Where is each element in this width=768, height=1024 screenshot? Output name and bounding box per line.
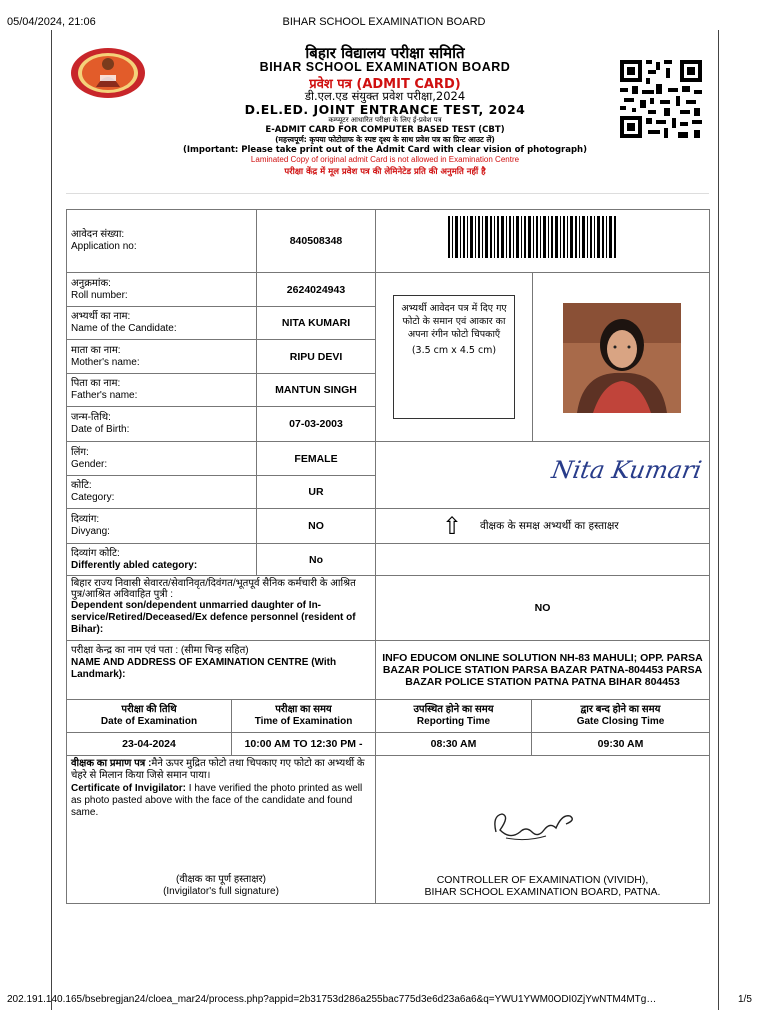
candidate-photo [563, 303, 681, 413]
invigilator-certificate-cell [66, 755, 376, 904]
name-label: Name of the Candidate: [71, 323, 177, 334]
exam-time-label-header: Time of Examination [254, 716, 353, 727]
certificate-hindi-body: मैने ऊपर मुद्रित फोटो तथा चिपकाए गए फोटो का अभ्यर्थी के चेहरे से मिलान किया जिसे समान पाया। [71, 758, 365, 781]
divyang-category-hindi-label: दिव्यांग कोटि: [71, 547, 120, 559]
mother-value: RIPU DEVI [256, 339, 376, 374]
gender-label-cell [66, 441, 257, 476]
gender-value: FEMALE [256, 441, 376, 476]
up-arrow-icon: ⇧ [442, 512, 463, 540]
dependent-label: Dependent son/dependent unmarried daughter of In-service/Retired/Deceased/Ex defence personnel (resident of Bihar): [71, 600, 356, 635]
paste-photo-hindi-text: अभ्यर्थी आवेदन पत्र में दिए गए फोटो के समान एवं आकार का अपना रंगीन फोटो चिपकाएँ [401, 303, 507, 340]
photo-cell [532, 272, 710, 442]
gate-closing-value: 09:30 AM [531, 732, 710, 756]
roll-label: Roll number: [71, 289, 128, 301]
controller-line-1: CONTROLLER OF EXAMINATION (VIVIDH), [436, 874, 649, 886]
invigilator-signature-hindi: (वीक्षक का पूर्ण हस्ताक्षर) [176, 874, 266, 885]
exam-time-hindi-header: परीक्षा का समय [275, 704, 332, 715]
divyang-value: NO [256, 508, 376, 544]
name-value: NITA KUMARI [256, 306, 376, 340]
controller-signature [486, 802, 586, 848]
application-hindi-label: आवेदन संख्या: [71, 229, 125, 240]
print-page-number: 1/5 [738, 994, 752, 1005]
divyang-label: Divyang: [71, 526, 110, 537]
certificate-title: Certificate of Invigilator: [71, 783, 187, 794]
hindi-laminated-note: परीक्षा केंद्र में मूल प्रवेश पत्र की लेमिनेटेड प्रति की अनुमति नहीं है [284, 167, 486, 177]
gate-closing-label-header: Gate Closing Time [576, 716, 665, 727]
centre-hindi-label: परीक्षा केन्द्र का नाम एवं पता : (सीमा चिन्ह सहित) [71, 645, 249, 656]
roll-label-cell [66, 272, 257, 307]
name-hindi-label: अभ्यर्थी का नाम: [71, 311, 131, 322]
reporting-time-header [375, 699, 532, 733]
paste-photo-box [393, 295, 515, 419]
paste-photo-size: (3.5 cm x 4.5 cm) [411, 345, 497, 356]
hindi-important-note: (महत्त्वपूर्ण: कृपया फोटोग्राफ के स्पष्ट दृश्य के साथ प्रवेश पत्र का प्रिन्ट आउट लें) [275, 135, 495, 144]
dob-hindi-label: जन्म-तिथि: [71, 412, 111, 423]
admit-card-title: प्रवेश पत्र (ADMIT CARD) [309, 77, 461, 92]
qr-code [620, 60, 702, 138]
roll-hindi-label: अनुक्रमांक: [71, 277, 111, 289]
dependent-hindi-label: बिहार राज्य निवासी सेवारत/सेवानिवृत/दिवंगत/भूतपूर्व सैनिक कर्मचारी के आश्रित पुत्र/आश्रित अविवाहित पुत्री : [71, 578, 356, 600]
exam-time-header [231, 699, 376, 733]
signature-cell [375, 441, 710, 509]
print-url: 202.191.140.165/bsebregjan24/cloea_mar24/process.php?appid=2b31753d286a255bac775d3e6d23a6a6&q=YWU1YWM0ODI0ZjYwNTM4MTg… [7, 994, 657, 1005]
cbt-title: E-ADMIT CARD FOR COMPUTER BASED TEST (CBT) [265, 125, 505, 135]
empty-cell [375, 543, 710, 576]
dependent-value: NO [375, 575, 710, 641]
gate-closing-header [531, 699, 710, 733]
father-hindi-label: पिता का नाम: [71, 378, 121, 389]
board-title: BIHAR SCHOOL EXAMINATION BOARD [259, 60, 511, 74]
barcode-cell [375, 209, 710, 273]
father-label-cell [66, 373, 257, 407]
gate-closing-hindi-header: द्वार बन्द होने का समय [580, 704, 661, 715]
reporting-time-hindi-header: उपस्थित होने का समय [413, 704, 494, 715]
name-label-cell [66, 306, 257, 340]
candidate-signature: Nita Kumari [549, 456, 704, 484]
controller-title [376, 874, 709, 898]
divyang-label-cell [66, 508, 257, 544]
hindi-cbt-title: कम्प्यूटर आधारित परीक्षा के लिए ई-प्रवेश पत्र [328, 116, 442, 124]
signature-label-cell [375, 508, 710, 544]
hindi-exam-title: डी.एल.एड संयुक्त प्रवेश परीक्षा,2024 [304, 89, 466, 103]
application-label: Application no: [71, 241, 137, 252]
category-hindi-label: कोटि: [71, 480, 92, 491]
reporting-time-label-header: Reporting Time [416, 716, 491, 727]
exam-date-header [66, 699, 232, 733]
reporting-time-value: 08:30 AM [375, 732, 532, 756]
mother-label: Mother's name: [71, 356, 140, 368]
photo-instruction-cell [375, 272, 533, 442]
print-datetime: 05/04/2024, 21:06 [7, 16, 96, 28]
dob-value: 07-03-2003 [256, 406, 376, 442]
print-page-title: BIHAR SCHOOL EXAMINATION BOARD [282, 16, 486, 28]
application-label-cell [66, 209, 257, 273]
divyang-category-label-cell [66, 543, 257, 576]
important-note: (Important: Please take print out of the Admit Card with clear vision of photograph) [183, 145, 587, 155]
dob-label: Date of Birth: [71, 424, 130, 435]
header-divider [66, 193, 709, 194]
signature-instruction: वीक्षक के समक्ष अभ्यर्थी का हस्ताक्षर [480, 520, 619, 532]
centre-value: INFO EDUCOM ONLINE SOLUTION NH-83 MAHULI; OPP. PARSA BAZAR POLICE STATION PARSA BAZAR PATNA-804453 PARSA BAZAR POLICE STATION PATNA PATNA BIHAR 804453 [375, 640, 710, 700]
gender-label: Gender: [71, 458, 108, 470]
invigilator-signature-english: (Invigilator's full signature) [163, 886, 279, 897]
exam-date-label-header: Date of Examination [100, 716, 198, 727]
category-value: UR [256, 475, 376, 509]
application-value: 840508348 [256, 209, 376, 273]
certificate-text [71, 783, 371, 819]
invigilator-signature-label [67, 874, 375, 898]
mother-label-cell [66, 339, 257, 374]
roll-value: 2624024943 [256, 272, 376, 307]
controller-line-2: BIHAR SCHOOL EXAMINATION BOARD, PATNA. [424, 886, 661, 898]
divyang-hindi-label: दिव्यांग: [71, 514, 100, 525]
bseb-logo [70, 47, 146, 99]
certificate-hindi-title: वीक्षक का प्रमाण पत्र : [71, 758, 152, 769]
father-label: Father's name: [71, 390, 138, 401]
exam-date-hindi-header: परीक्षा की तिथि [121, 704, 177, 715]
centre-label: NAME AND ADDRESS OF EXAMINATION CENTRE (With Landmark): [71, 657, 337, 680]
dependent-label-cell [66, 575, 376, 641]
centre-label-cell [66, 640, 376, 700]
category-label: Category: [71, 492, 115, 503]
certificate-hindi-text [71, 758, 371, 782]
hindi-board-title: बिहार विद्यालय परीक्षा समिति [305, 44, 465, 62]
divyang-category-label: Differently abled category: [71, 559, 198, 571]
gender-hindi-label: लिंग: [71, 446, 89, 458]
exam-title: D.EL.ED. JOINT ENTRANCE TEST, 2024 [244, 102, 526, 117]
father-value: MANTUN SINGH [256, 373, 376, 407]
mother-hindi-label: माता का नाम: [71, 344, 121, 356]
divyang-category-value: No [256, 543, 376, 576]
certificate-body: I have verified the photo printed as well as photo pasted above with the face of the candidate and found same. [71, 783, 363, 818]
laminated-note: Laminated Copy of original admit Card is not allowed in Examination Centre [250, 155, 520, 164]
category-label-cell [66, 475, 257, 509]
dob-label-cell [66, 406, 257, 442]
exam-date-value: 23-04-2024 [66, 732, 232, 756]
exam-time-value: 10:00 AM TO 12:30 PM - [231, 732, 376, 756]
controller-cell [375, 755, 710, 904]
